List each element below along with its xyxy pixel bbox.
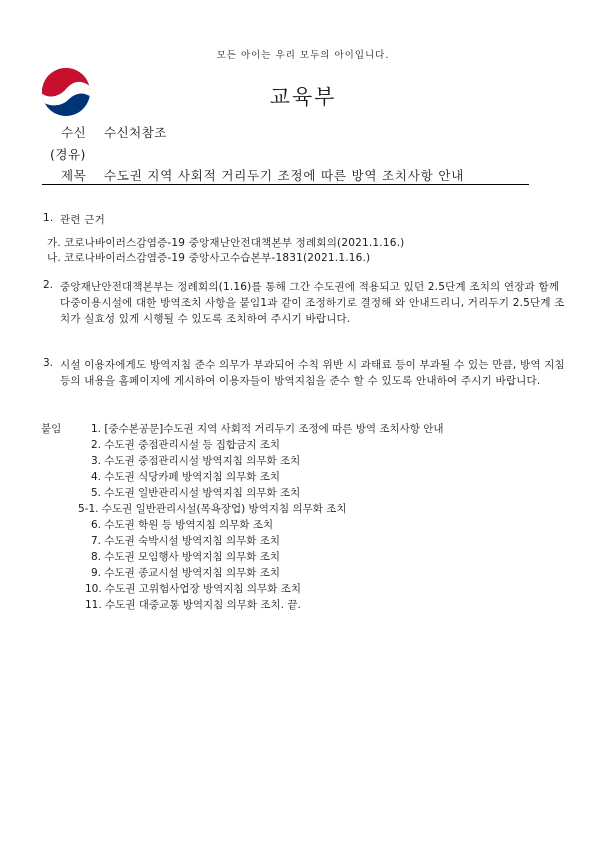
reference-item: 코로나바이러스감염증-19 중앙재난안전대책본부 정례회의(2021.1.16.) <box>64 237 405 249</box>
section-2-text: 중앙재난안전대책본부는 정례회의(1.16)를 통해 그간 수도권에 적용되고 있던 2.5단계 조치의 연장과 함께 다중이용시설에 대한 방역조치 사항을 붙임1과 같이 조정하기로 결정해 와 안내드리니, 거리두기 2.5단계 조치가 실효성 있게 시행될 수 있도록 조치하여 주시기 바랍니다. <box>60 281 565 325</box>
subject-label: 제목 <box>61 168 87 183</box>
attachment-item: 6. 수도권 학원 등 방역지침 의무화 조치 <box>91 519 274 531</box>
section-3-text: 시설 이용자에게도 방역지침 준수 의무가 부과되어 수칙 위반 시 과태료 등이 부과될 수 있는 만큼, 방역 지침 등의 내용을 홈페이지에 게시하여 이용자들이 방역지침을 준수 할 수 있도록 안내하여 주시기 바랍니다. <box>60 359 565 387</box>
attachment-item: 11. 수도권 대중교통 방역지침 의무화 조치. 끝. <box>85 599 301 611</box>
section-2-number: 2. <box>43 279 54 291</box>
header-divider <box>42 184 529 185</box>
attachment-item: 3. 수도권 중점관리시설 방역지침 의무화 조치 <box>91 455 301 467</box>
organization-name: 교육부 <box>269 85 337 109</box>
section-1-number: 1. <box>43 212 54 224</box>
attachments-label: 붙임 <box>41 423 62 435</box>
section-3-number: 3. <box>43 357 54 369</box>
attachment-item: 10. 수도권 고위험사업장 방역지침 의무화 조치 <box>85 583 301 595</box>
recipient-label: 수신 <box>61 125 87 140</box>
reference-marker: 나. <box>47 252 61 264</box>
attachment-item: 9. 수도권 종교시설 방역지침 의무화 조치 <box>91 567 280 579</box>
recipient-value: 수신처참조 <box>104 125 167 140</box>
reference-item: 코로나바이러스감염증-19 중앙사고수습본부-1831(2021.1.16.) <box>64 252 371 264</box>
attachment-item: 8. 수도권 모임행사 방역지침 의무화 조치 <box>91 551 280 563</box>
attachment-item: 4. 수도권 식당카페 방역지침 의무화 조치 <box>91 471 280 483</box>
attachment-item: 1. [중수본공문]수도권 지역 사회적 거리두기 조정에 따른 방역 조치사항 안내 <box>91 423 444 435</box>
slogan: 모든 아이는 우리 모두의 아이입니다. <box>216 50 390 61</box>
attachment-item: 5. 수도권 일반관리시설 방역지침 의무화 조치 <box>91 487 301 499</box>
subject-value: 수도권 지역 사회적 거리두기 조정에 따른 방역 조치사항 안내 <box>104 168 465 183</box>
section-1-title: 관련 근거 <box>60 214 105 226</box>
attachment-item: 5-1. 수도권 일반관리시설(목욕장업) 방역지침 의무화 조치 <box>78 503 347 515</box>
attachment-item: 7. 수도권 숙박시설 방역지침 의무화 조치 <box>91 535 280 547</box>
attachment-item: 2. 수도권 중점관리시설 등 집합금지 조치 <box>91 439 280 451</box>
via-label: (경유) <box>50 147 86 162</box>
reference-marker: 가. <box>47 237 61 249</box>
